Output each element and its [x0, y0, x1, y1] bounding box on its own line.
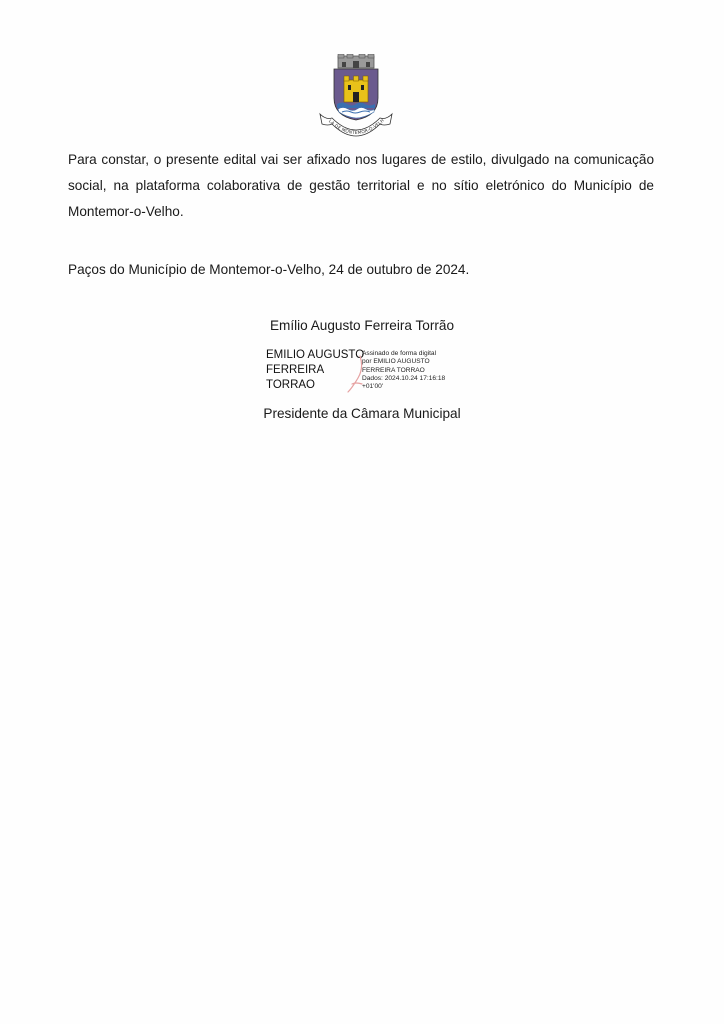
signature-detail-line: Assinado de forma digital: [362, 350, 437, 357]
digital-signature-details: [362, 350, 445, 391]
digital-signature-name-line: FERREIRA: [266, 364, 325, 376]
signature-detail-line: FERREIRA TORRAO: [362, 366, 425, 374]
signer-title: Presidente da Câmara Municipal: [263, 406, 461, 421]
municipal-coat-of-arms: [318, 54, 394, 138]
edital-statement-paragraph: Para constar, o presente edital vai ser afixado nos lugares de estilo, divulgado na comunicação social, na plataforma colaborativa de gestão territorial e no sítio eletrónico do Município de Montemor-o-Velho.: [68, 152, 654, 219]
signature-timestamp: Dados: 2024.10.24 17:16:18: [362, 374, 446, 382]
mural-crown: [338, 54, 374, 68]
golden-tower: [344, 76, 368, 102]
digital-signature-block: [266, 348, 466, 400]
crest-banner-text: LA DE MONTEMOR-O-VELH: [327, 118, 386, 137]
signature-detail-line: por EMILIO AUGUSTO: [362, 358, 430, 366]
place-and-date-paragraph: Paços do Município de Montemor-o-Velho, 24 de outubro de 2024.: [68, 262, 470, 277]
digital-signature-name-line: EMILIO AUGUSTO: [266, 349, 365, 361]
signature-timezone: +01'00': [362, 383, 384, 391]
digital-signature-name-line: TORRAO: [266, 379, 315, 391]
signer-name: Emílio Augusto Ferreira Torrão: [269, 318, 455, 333]
